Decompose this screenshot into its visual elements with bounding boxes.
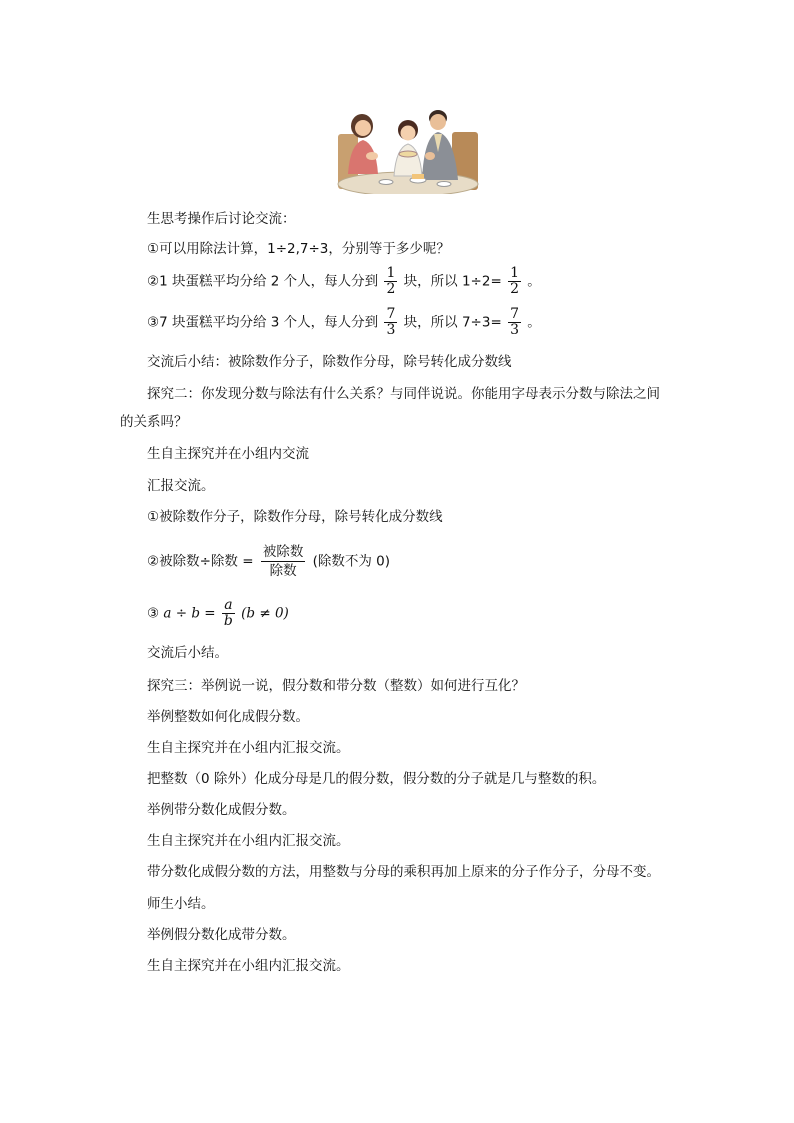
- formula-condition: (b ≠ 0): [241, 605, 289, 622]
- line-segment: (除数不为 0): [312, 553, 391, 570]
- fraction-numerator: 7: [386, 306, 396, 322]
- fraction-numerator: 1: [386, 265, 396, 281]
- fraction-numerator: a: [222, 598, 235, 614]
- text-line: 师生小结。: [147, 896, 215, 912]
- text-line: 把整数（0 除外）化成分母是几的假分数，假分数的分子就是几与整数的积。: [147, 771, 606, 787]
- fraction: [508, 266, 521, 297]
- text-line: 举例整数如何化成假分数。: [147, 709, 309, 725]
- fraction: [384, 266, 397, 297]
- text-line-fraction: [147, 266, 541, 297]
- text-line: 探究二：你发现分数与除法有什么关系？与同伴说说。你能用字母表示分数与除法之间: [147, 386, 660, 402]
- text-line: 举例带分数化成假分数。: [147, 802, 296, 818]
- text-line: 举例假分数化成带分数。: [147, 927, 296, 943]
- line-segment: ③: [147, 605, 160, 622]
- fraction-numerator: 被除数: [262, 544, 304, 560]
- line-segment: ③7 块蛋糕平均分给 3 个人，每人分到: [147, 314, 379, 331]
- text-line: ①被除数作分子，除数作分母，除号转化成分数线: [147, 509, 443, 525]
- line-segment: 。: [527, 273, 541, 290]
- text-line: 生自主探究并在小组内汇报交流。: [147, 740, 350, 756]
- text-line-formula: [147, 598, 289, 629]
- formula-expression: a ÷ b =: [163, 605, 216, 622]
- text-line: 生思考操作后讨论交流：: [147, 211, 296, 227]
- fraction-denominator: 2: [386, 281, 396, 297]
- text-line: 生自主探究并在小组内汇报交流。: [147, 958, 350, 974]
- text-line: 交流后小结：被除数作分子，除数作分母，除号转化成分数线: [147, 354, 512, 370]
- fraction: [222, 598, 235, 629]
- line-segment: 块，所以 1÷2=: [403, 273, 502, 290]
- fraction-denominator: 2: [510, 281, 519, 297]
- family-sharing-cake-illustration: [334, 104, 482, 194]
- text-line: 汇报交流。: [147, 478, 215, 494]
- fraction-numerator: 7: [510, 306, 519, 322]
- fraction-numerator: 1: [510, 265, 519, 281]
- line-segment: ②被除数÷除数 =: [147, 553, 254, 570]
- text-line: 的关系吗？: [120, 414, 188, 430]
- text-line: 生自主探究并在小组内交流: [147, 446, 309, 462]
- text-line: 交流后小结。: [147, 645, 228, 661]
- fraction-denominator: b: [223, 613, 233, 629]
- text-line: 探究三：举例说一说，假分数和带分数（整数）如何进行互化？: [147, 678, 525, 694]
- fraction: [384, 307, 397, 338]
- text-line: ①可以用除法计算，1÷2,7÷3，分别等于多少呢？: [147, 241, 450, 257]
- line-segment: 。: [527, 314, 541, 331]
- fraction: [508, 307, 521, 338]
- fraction-denominator: 除数: [269, 563, 297, 579]
- line-segment: ②1 块蛋糕平均分给 2 个人，每人分到: [147, 273, 379, 290]
- text-line: 带分数化成假分数的方法，用整数与分母的乘积再加上原来的分子作分子，分母不变。: [147, 864, 660, 880]
- fraction-denominator: 3: [510, 322, 519, 338]
- word-fraction: [261, 543, 306, 580]
- text-line-formula: [147, 543, 390, 580]
- fraction-denominator: 3: [386, 322, 396, 338]
- text-line-fraction: [147, 307, 541, 338]
- text-line: 生自主探究并在小组内汇报交流。: [147, 833, 350, 849]
- line-segment: 块，所以 7÷3=: [403, 314, 502, 331]
